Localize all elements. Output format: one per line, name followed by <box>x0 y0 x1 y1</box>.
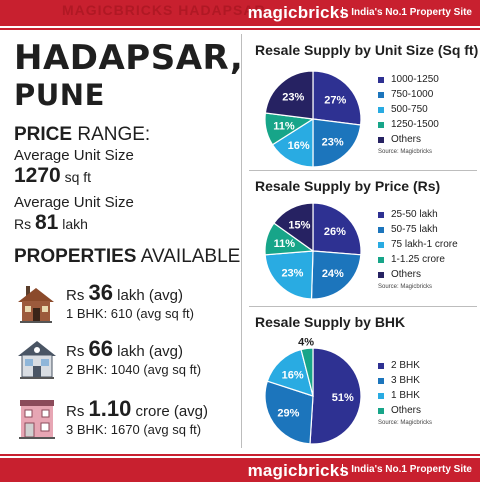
legend-swatch <box>378 257 384 263</box>
price-label: Average Unit Size <box>14 194 134 211</box>
unit-size-label: Average Unit Size <box>14 147 134 164</box>
legend-swatch <box>378 77 384 83</box>
legend-price <box>378 207 458 290</box>
pie-slice-label: 23% <box>281 267 304 280</box>
pie-slice-label: 15% <box>288 219 311 232</box>
legend-swatch <box>378 408 384 414</box>
legend-label: 75 lakh-1 crore <box>391 239 458 250</box>
legend-item <box>378 117 439 132</box>
chart-source: Source: Magicbricks <box>378 420 433 426</box>
legend-unit-size <box>378 72 439 155</box>
legend-label: 3 BHK <box>391 375 420 386</box>
city-state: PUNE <box>14 78 105 112</box>
header-bar <box>0 0 480 26</box>
legend-bhk <box>378 358 432 426</box>
legend-item <box>378 267 458 282</box>
legend-label: 1 BHK <box>391 390 420 401</box>
legend-label: Others <box>391 405 422 416</box>
price-unit: crore (avg) <box>131 403 209 420</box>
footer-bar <box>0 458 480 482</box>
price-number: 81 <box>35 211 59 234</box>
pie-chart-unit-size <box>258 64 368 174</box>
legend-swatch <box>378 393 384 399</box>
legend-item <box>378 87 439 102</box>
property-3bhk <box>14 396 240 446</box>
price-prefix: Rs <box>66 287 89 304</box>
legend-label: 1000-1250 <box>391 74 439 85</box>
unit-size-number: 1270 <box>14 164 61 187</box>
price-amount: 36 <box>88 280 113 305</box>
chart-title-price: Resale Supply by Price (Rs) <box>255 178 441 194</box>
pie-slice-label: 23% <box>282 91 305 104</box>
property-price <box>66 396 208 422</box>
legend-item <box>378 373 432 388</box>
pie-slice-label: 23% <box>321 136 344 149</box>
price-prefix: Rs <box>66 403 89 420</box>
legend-item <box>378 388 432 403</box>
legend-swatch <box>378 227 384 233</box>
property-1bhk <box>14 280 240 330</box>
pie-slice-label: 11% <box>273 120 295 133</box>
pie-slice-label: 16% <box>287 140 310 153</box>
price-prefix: Rs <box>14 216 35 232</box>
price-unit: lakh (avg) <box>112 343 184 360</box>
city-name: HADAPSAR, <box>14 38 244 78</box>
properties-rest: AVAILABLE <box>136 246 241 267</box>
footer-tagline: India's No.1 Property Site <box>342 464 472 475</box>
property-detail: 1 BHK: 610 (avg sq ft) <box>66 306 194 321</box>
legend-swatch <box>378 242 384 248</box>
pie-slice-label: 29% <box>277 407 300 420</box>
chart-source: Source: Magicbricks <box>378 149 433 155</box>
chart-title-bhk: Resale Supply by BHK <box>255 314 406 330</box>
pie-slice-label: 27% <box>324 94 347 107</box>
price-unit: lakh <box>58 216 88 232</box>
pie-chart-bhk <box>258 334 368 450</box>
legend-item <box>378 207 458 222</box>
pie-slice-label: 26% <box>323 225 346 238</box>
legend-label: 25-50 lakh <box>391 209 438 220</box>
pie-slice-label: 4% <box>298 336 315 349</box>
chart-source: Source: Magicbricks <box>378 284 433 290</box>
price-range-bold: PRICE <box>14 124 73 145</box>
pink-house-icon <box>16 398 58 440</box>
legend-label: 750-1000 <box>391 89 434 100</box>
price-prefix: Rs <box>66 343 89 360</box>
legend-item <box>378 403 432 418</box>
legend-item <box>378 237 458 252</box>
legend-swatch <box>378 137 384 143</box>
unit-size-unit: sq ft <box>60 169 92 185</box>
header-rule <box>0 28 480 30</box>
legend-swatch <box>378 272 384 278</box>
legend-swatch <box>378 378 384 384</box>
footer-rule <box>0 454 480 456</box>
brand-logo[interactable]: magicbricks <box>247 3 349 22</box>
property-price <box>66 336 183 362</box>
pie-slice-label: 16% <box>281 369 304 382</box>
legend-item <box>378 358 432 373</box>
legend-label: 500-750 <box>391 104 428 115</box>
pie-chart-price <box>258 200 368 310</box>
property-detail: 2 BHK: 1040 (avg sq ft) <box>66 362 202 377</box>
price-amount: 1.10 <box>88 396 132 421</box>
property-price <box>66 280 183 306</box>
properties-heading <box>14 246 240 268</box>
legend-label: 1250-1500 <box>391 119 439 130</box>
unit-size-value <box>14 164 91 188</box>
property-detail: 3 BHK: 1670 (avg sq ft) <box>66 422 202 437</box>
legend-label: Others <box>391 134 422 145</box>
header-faint-text: MAGICBRICKS HADAPSAR <box>62 2 266 18</box>
legend-item <box>378 252 458 267</box>
price-value <box>14 211 88 235</box>
column-divider <box>241 34 242 448</box>
legend-swatch <box>378 212 384 218</box>
legend-item <box>378 132 439 147</box>
legend-label: 1-1.25 crore <box>391 254 445 265</box>
grey-house-icon <box>16 338 58 380</box>
chart-title-unit-size: Resale Supply by Unit Size (Sq ft) <box>255 42 479 58</box>
brand-tagline: India's No.1 Property Site <box>342 7 472 18</box>
legend-swatch <box>378 107 384 113</box>
legend-item <box>378 222 458 237</box>
pie-slice-label: 24% <box>321 268 344 281</box>
pie-slice-label: 51% <box>331 391 354 404</box>
price-amount: 66 <box>88 336 113 361</box>
price-range-heading <box>14 124 150 146</box>
property-2bhk <box>14 336 240 386</box>
legend-swatch <box>378 92 384 98</box>
legend-item <box>378 72 439 87</box>
footer-brand-logo[interactable]: magicbricks <box>247 461 349 480</box>
price-unit: lakh (avg) <box>112 287 184 304</box>
legend-swatch <box>378 363 384 369</box>
properties-bold: PROPERTIES <box>14 246 137 267</box>
legend-item <box>378 102 439 117</box>
legend-label: 2 BHK <box>391 360 420 371</box>
legend-label: 50-75 lakh <box>391 224 438 235</box>
brown-house-icon <box>16 282 56 324</box>
price-range-rest: RANGE: <box>72 124 151 145</box>
pie-slice-label: 11% <box>273 238 296 251</box>
legend-label: Others <box>391 269 422 280</box>
legend-swatch <box>378 122 384 128</box>
